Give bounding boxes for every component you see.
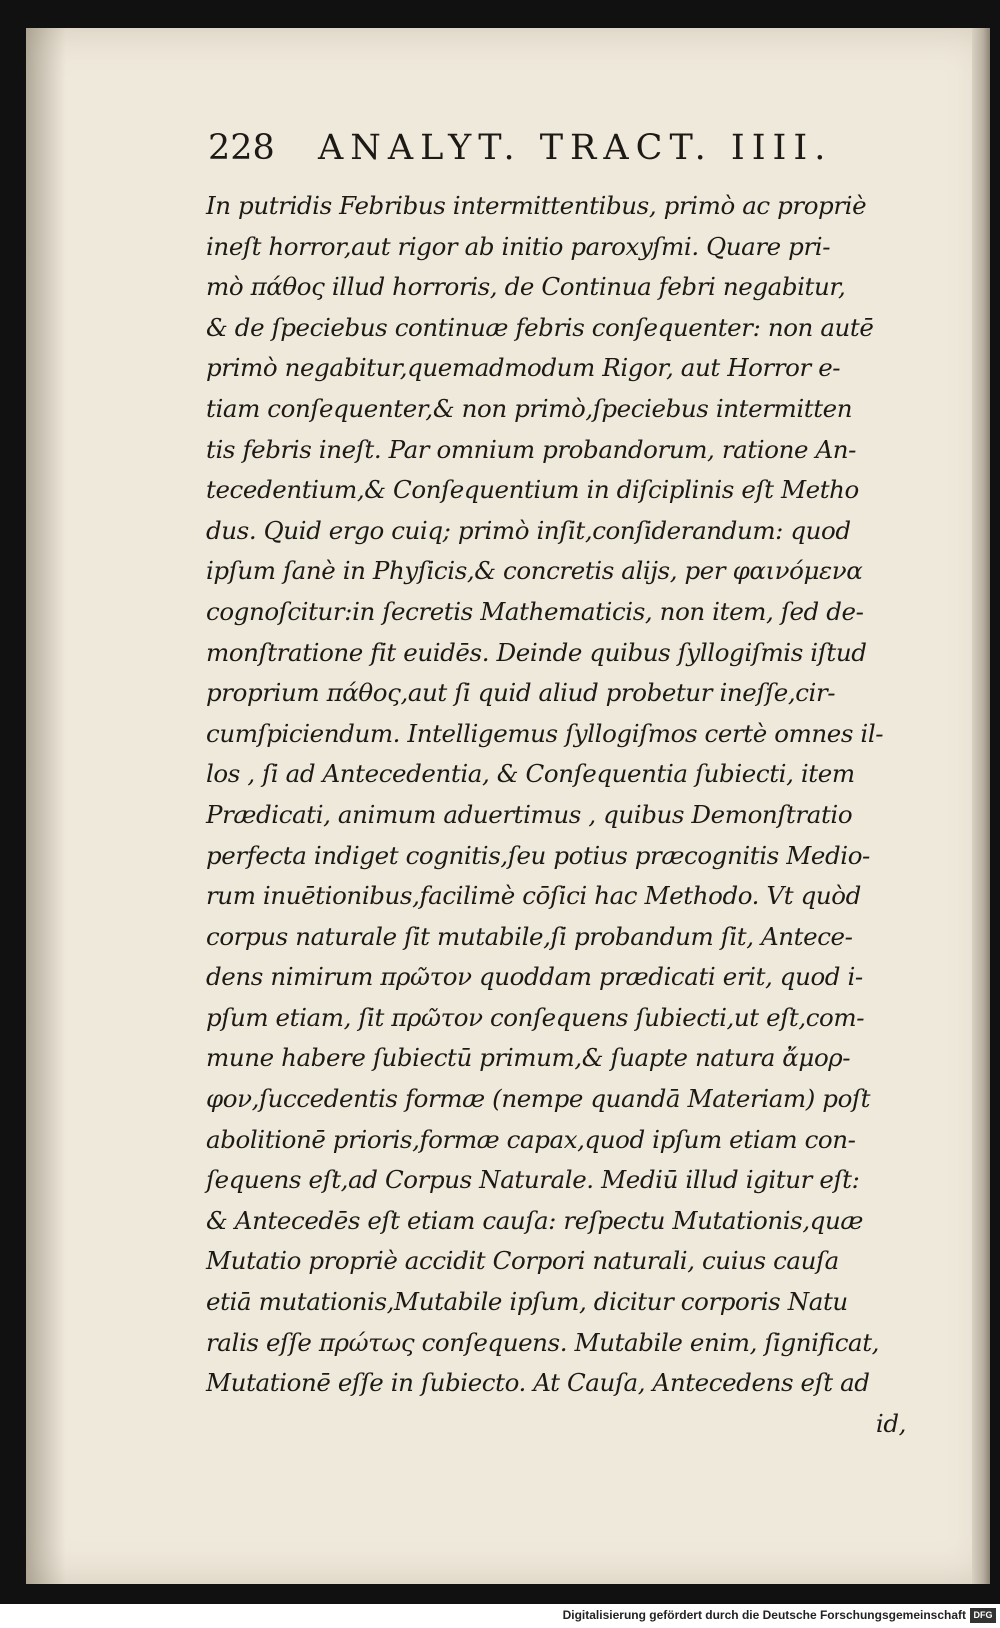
text-line: & Antecedēs eſt etiam cauſa: reſpectu Mutationis,quæ <box>206 1205 864 1235</box>
page-header <box>208 128 908 168</box>
text-line: tis febris ineſt. Par omnium probandorum, ratione An‑ <box>206 434 857 464</box>
text-line: dus. Quid ergo cuiq; primò inſit,conſiderandum: quod <box>206 515 851 545</box>
text-line: primò negabitur,quemadmodum Rigor, aut Horror e‑ <box>206 353 841 383</box>
running-title: ANALYT. TRACT. IIII. <box>317 128 833 168</box>
text-line: In putridis Febribus intermittentibus, primò ac propriè <box>206 191 867 220</box>
text-line: pſum etiam, ſit πρῶτον conſequens ſubiecti,ut eſt,com‑ <box>206 1002 865 1032</box>
text-line: Prædicati, animum aduertimus , quibus Demonſtratio <box>206 799 853 829</box>
text-line: φον,ſuccedentis formæ (nempe quandā Materiam) poſt <box>206 1084 871 1114</box>
text-line: los , ſi ad Antecedentia, & Conſequentia ſubiecti, item <box>206 759 855 789</box>
text-line: tiam conſequenter,& non primò,ſpeciebus intermitten <box>206 393 853 423</box>
page-edge <box>972 28 990 1584</box>
footer <box>0 1606 1000 1628</box>
text-line: corpus naturale ſit mutabile,ſi probandum ſit, Antece‑ <box>206 921 853 951</box>
text-line: mune habere ſubiectū primum,& ſuapte natura ἄμορ‑ <box>206 1043 851 1073</box>
text-line: tecedentium,& Conſequentium in diſciplinis eſt Metho <box>206 475 859 505</box>
text-line: Mutationē eſſe in ſubiecto. At Cauſa, Antecedens eſt ad <box>206 1368 870 1398</box>
text-line: ralis eſſe πρώτως conſequens. Mutabile enim, ſignificat, <box>206 1327 880 1357</box>
text-line: cognoſcitur:in ſecretis Mathematicis, non item, ſed de‑ <box>206 596 864 626</box>
text-line: monſtratione fit euidēs. Deinde quibus ſyllogiſmis iſtud <box>206 637 867 667</box>
page-number: 228 <box>208 128 275 168</box>
text-line: ſequens eſt,ad Corpus Naturale. Mediū illud igitur eſt: <box>206 1165 860 1195</box>
text-line: cumſpiciendum. Intelligemus ſyllogiſmos certè omnes il‑ <box>206 718 884 748</box>
text-line: perfecta indiget cognitis,ſeu potius præcognitis Medio‑ <box>206 840 870 870</box>
text-line: abolitionē prioris,formæ capax,quod ipſum etiam con‑ <box>206 1124 856 1154</box>
text-line: dens nimirum πρῶτον quoddam prædicati erit, quod i‑ <box>206 962 863 992</box>
text-line: ineſt horror,aut rigor ab initio paroxyſmi. Quare pri‑ <box>206 231 831 261</box>
text-line: rum inuētionibus,facilimè cōſici hac Methodo. Vt quòd <box>206 881 861 911</box>
text-line: & de ſpeciebus continuæ febris conſequenter: non autē <box>206 312 874 342</box>
text-line: mò πάθος illud horroris, de Continua febri negabitur, <box>206 272 846 302</box>
text-line: id, <box>875 1408 906 1438</box>
text-line: ipſum ſanè in Phyſicis,& concretis alijs, per φαινόμενα <box>206 556 863 586</box>
text-line: Mutatio propriè accidit Corpori naturali, cuius cauſa <box>206 1246 839 1276</box>
gutter-shadow <box>26 28 66 1584</box>
body-text <box>206 186 946 1444</box>
text-line: proprium πάθος,aut ſi quid aliud probetur ineſſe,cir‑ <box>206 678 836 708</box>
text-line: etiā mutationis,Mutabile ipſum, dicitur corporis Natu <box>206 1287 848 1317</box>
dfg-logo: DFG <box>970 1608 996 1623</box>
footer-credit: Digitalisierung gefördert durch die Deutsche Forschungsgemeinschaft <box>562 1608 966 1622</box>
